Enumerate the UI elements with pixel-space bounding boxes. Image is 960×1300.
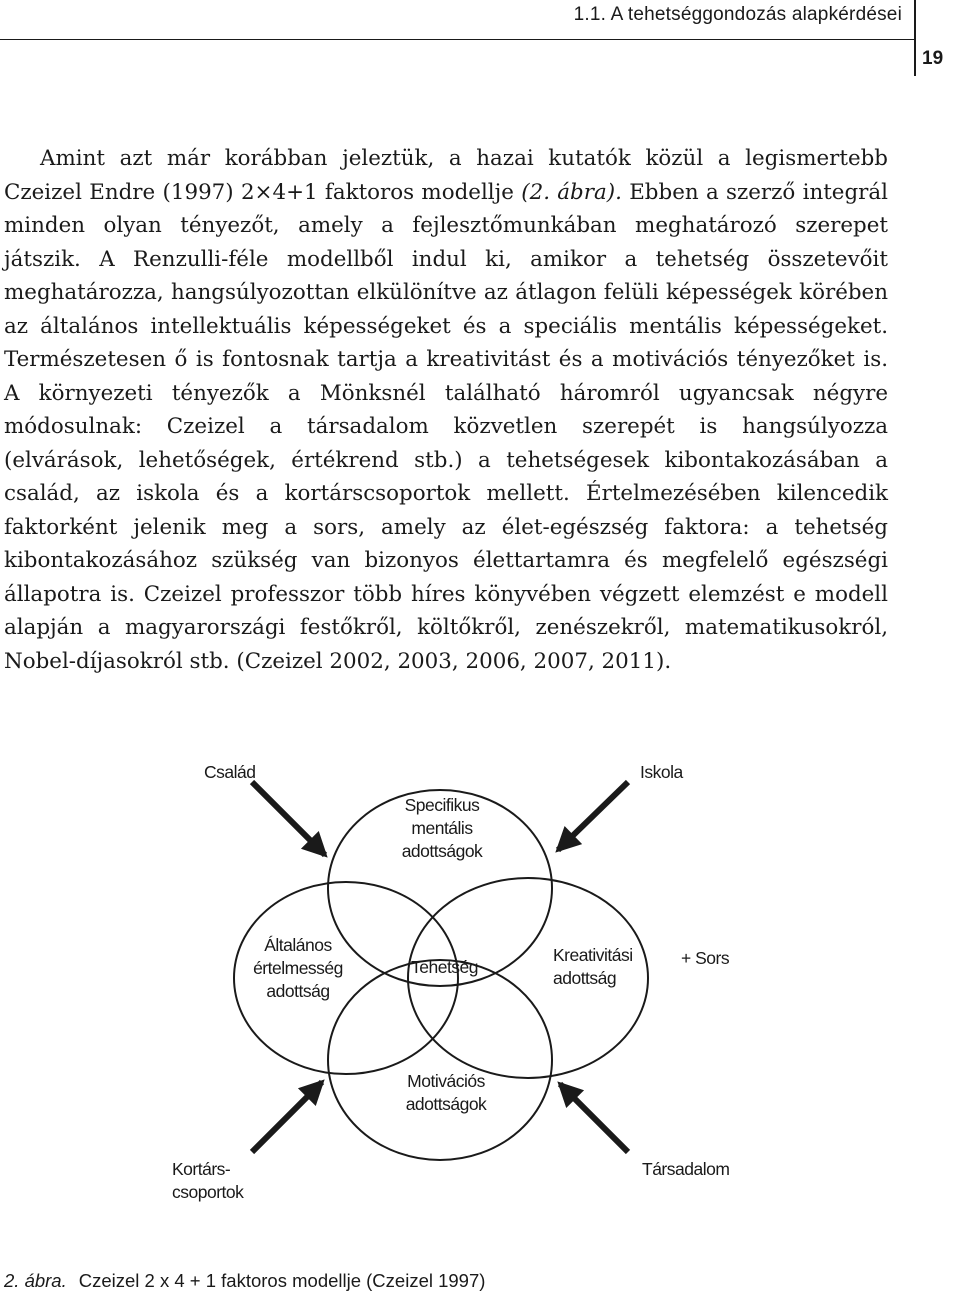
label-creativity: Kreativitási adottság: [553, 945, 633, 988]
arrow-family: [252, 782, 325, 855]
body-text-part-1: Amint azt már korábban jeleztük, a hazai kutatók közül a legismertebb Czeizel Endre (1997) 2×4+1 faktoros modellje: [4, 146, 888, 205]
header-rule: [0, 39, 916, 40]
arrow-peer-groups: [252, 1082, 322, 1152]
label-peer-groups: Kortárs- csoportok: [172, 1159, 244, 1202]
page-number-rule: [914, 0, 916, 76]
arrow-society: [560, 1084, 628, 1152]
caption-number: 2. ábra.: [4, 1270, 67, 1291]
label-society: Társadalom: [642, 1159, 730, 1179]
running-head: 1.1. A tehetséggondozás alapkérdései: [573, 4, 902, 25]
label-specific-mental-abilities: Specifikus mentális adottságok: [401, 795, 483, 861]
figure-caption: [4, 1270, 485, 1292]
label-general-intelligence: Általános értelmesség adottság: [253, 935, 343, 1001]
label-school: Iskola: [640, 762, 683, 782]
figure-czeizel-model: [0, 740, 960, 1280]
body-paragraph: [4, 142, 888, 678]
label-fate: + Sors: [681, 948, 730, 968]
label-family: Család: [204, 762, 256, 782]
arrow-school: [558, 782, 628, 850]
figure-reference: (2. ábra).: [521, 179, 622, 205]
caption-text: Czeizel 2 x 4 + 1 faktoros modellje (Czeizel 1997): [78, 1270, 486, 1291]
label-motivation: Motivációs adottságok: [405, 1071, 487, 1114]
page-number: 19: [922, 48, 944, 69]
label-talent: Tehetség: [411, 957, 479, 977]
body-text-part-2: Ebben a szerző integrál minden olyan tényezőt, amely a fejlesztőmunkában meghatározó szerepet játszik. A Renzulli-féle modellből indul ki, amikor a tehetség összetevőit meghatározza, hangsúlyozottan elkülönítve az átlagon felüli képességek körében az általános intellektuális képességeket és a speciális mentális képességeket. Természetesen ő is fontosnak tartja a kreativitást és a motivációs tényezőket is. A környezeti tényezők a Mönksnél található háromról ugyancsak négyre módosulnak: Czeizel a társadalom közvetlen szerepét is hangsúlyozza (elvárások, lehetőségek, értékrend stb.) a tehetségesek kibontakozásában a család, az iskola és a kortárscsoportok mellett. Értelmezésében kilencedik faktorként jelenik meg a sors, amely az élet-egészség faktora: a tehetség kibontakozásához szükség van bizonyos élettartamra és megfelelő egészségi állapotra is. Czeizel professzor több híres könyvében végzett elemzést e modell alapján a magyarországi festőkről, költőkről, zenészekről, matematikusokról, Nobel-díjasokról stb. (Czeizel 2002, 2003, 2006, 2007, 2011).: [4, 179, 888, 674]
